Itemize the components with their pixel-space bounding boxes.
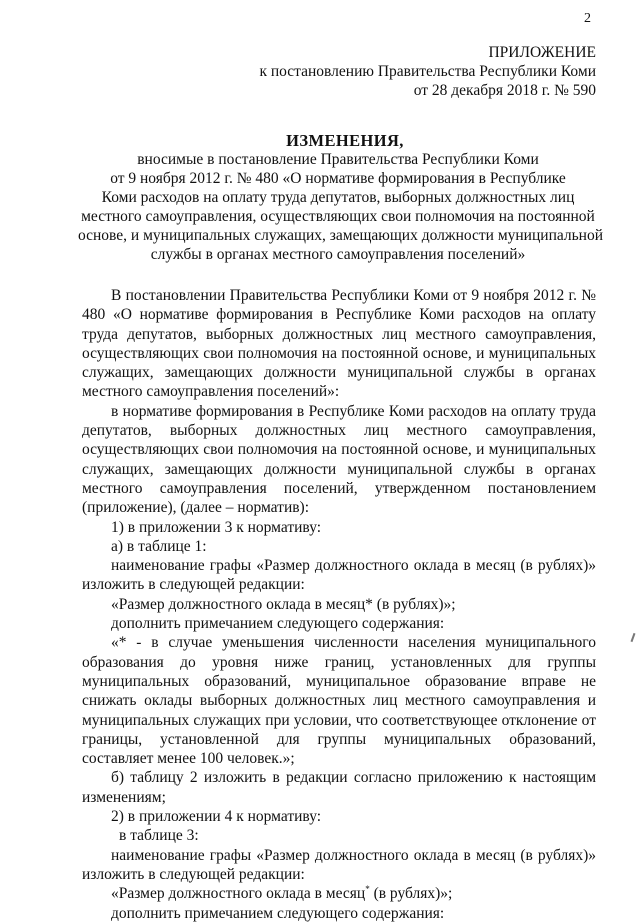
column-name-text: «Размер должностного оклада в месяц — [111, 885, 366, 903]
column-name-unit: (в рублях)»; — [369, 885, 453, 903]
paragraph-note-text: «* - в случае уменьшения численности населения муниципального образования до уровня ниже границ, установленных для группы муниципальных образований, муниципальное образование вправе не снижать оклады выборных должностных лиц местного самоуправления и муниципальных служащих при условии, что соответствующее отклонение от границы, установленной для группы муниципальных образований, составляет менее 100 человек.»; — [82, 634, 596, 768]
heading-line: местного самоуправления, осуществляющих свои полномочия на постоянной — [81, 208, 595, 225]
paragraph-item-1b: б) таблицу 2 изложить в редакции согласно приложению к настоящим изменениям; — [82, 769, 596, 806]
heading-subtitle — [78, 150, 604, 264]
paragraph-new-column-name: «Размер должностного оклада в месяц* (в рублях)»; — [111, 595, 456, 613]
footnote-marker: * — [365, 884, 370, 895]
heading-line: вносимые в постановление Правительства Республики Коми — [137, 151, 539, 168]
heading-line: Коми расходов на оплату труда депутатов, выборных должностных лиц — [101, 189, 575, 206]
paragraph-item-1: 1) в приложении 3 к нормативу: — [111, 518, 322, 536]
paragraph-intro: В постановлении Правительства Республики Коми от 9 ноября 2012 г. № 480 «О нормативе формирования в Республике Коми расходов на оплату труда депутатов, выборных должностных лиц местного самоуправления, осуществляющих свои полномочия на постоянной основе, и муниципальных служащих, замещающих должности муниципальной службы в органах местного самоуправления поселений»: — [82, 287, 596, 401]
paragraph-column-name: наименование графы «Размер должностного оклада в месяц (в рублях)» изложить в следующей редакции: — [82, 557, 596, 594]
page-number: 2 — [584, 11, 591, 26]
paragraph-normative: в нормативе формирования в Республике Коми расходов на оплату труда депутатов, выборных должностных лиц местного самоуправления, осуществляющих свои полномочия на постоянной основе, и муниципальных служащих, замещающих должности муниципальной службы в органах местного самоуправления поселений, утвержденном постановлением (приложение), (далее – норматив): — [82, 402, 596, 517]
paragraph-column-name-2: наименование графы «Размер должностного оклада в месяц (в рублях)» изложить в следующей редакции: — [82, 846, 596, 883]
appendix-title: ПРИЛОЖЕНИЕ — [488, 44, 596, 61]
paragraph-item-2: 2) в приложении 4 к нормативу: — [111, 808, 322, 826]
document-heading — [78, 131, 604, 264]
appendix-header — [259, 43, 596, 100]
appendix-line-1: к постановлению Правительства Республики Коми — [259, 63, 596, 80]
document-body — [82, 286, 596, 923]
paragraph-item-1a: а) в таблице 1: — [111, 537, 207, 555]
paragraph-new-column-name-2 — [82, 884, 596, 903]
paragraph-table-3: в таблице 3: — [119, 827, 199, 845]
heading-line: основе, и муниципальных служащих, замещающих должности муниципальной — [78, 227, 604, 244]
paragraph-add-note-2: дополнить примечанием следующего содержания: — [111, 904, 445, 922]
heading-line: от 9 ноября 2012 г. № 480 «О нормативе формирования в Республике — [110, 170, 566, 187]
paragraph-add-note: дополнить примечанием следующего содержания: — [111, 615, 445, 633]
heading-line: службы в органах местного самоуправления поселений» — [150, 246, 526, 263]
heading-title: ИЗМЕНЕНИЯ, — [286, 131, 404, 150]
appendix-line-2: от 28 декабря 2018 г. № 590 — [413, 82, 596, 99]
margin-mark — [631, 633, 636, 642]
